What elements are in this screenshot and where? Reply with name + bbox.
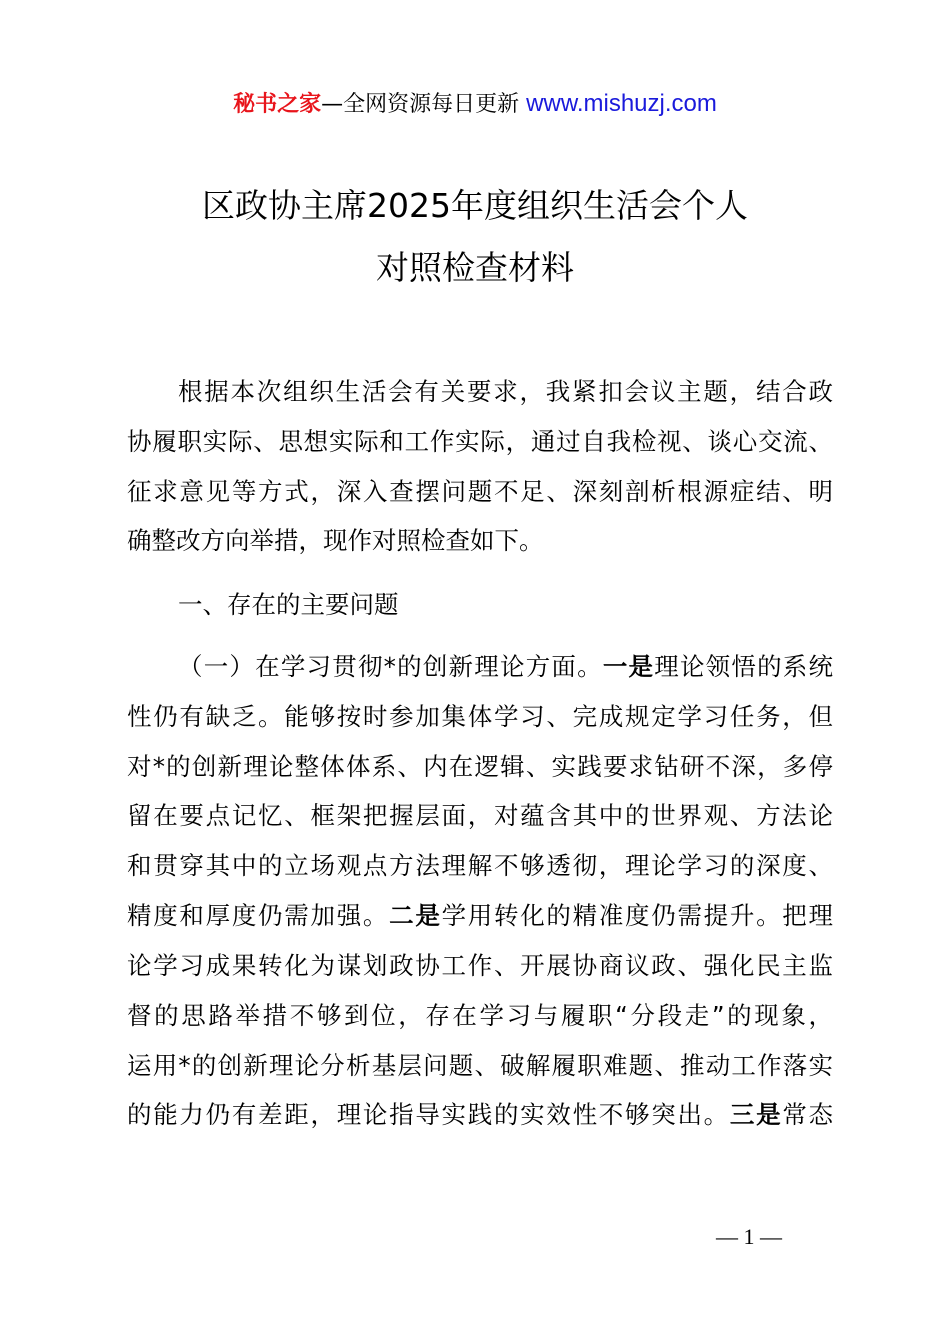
para-line: 留在要点记忆、框架把握层面，对蕴含其中的世界观、方法论 (127, 801, 833, 830)
intro-line: 征求意见等方式，深入查摆问题不足、深刻剖析根源症结、明 (127, 477, 833, 506)
para-line: 运用*的创新理论分析基层问题、破解履职难题、推动工作落实 (127, 1051, 833, 1080)
para-line: 对*的创新理论整体体系、内在逻辑、实践要求钻研不深，多停 (127, 752, 833, 781)
para-line: 论学习成果转化为谋划政协工作、开展协商议政、强化民主监 (127, 951, 833, 980)
text-run: 精度和厚度仍需加强。 (127, 901, 390, 930)
watermark-header (0, 88, 950, 121)
doc-title-line1: 区政协主席2025年度组织生活会个人 (202, 186, 748, 225)
section-heading: 一、存在的主要问题 (178, 590, 399, 619)
para-line (178, 651, 833, 683)
intro-line: 确整改方向举措，现作对照检查如下。 (127, 526, 544, 555)
text-run: 学用转化的精准度仍需提升。把理 (441, 901, 834, 930)
para-line: 和贯穿其中的立场观点方法理解不够透彻，理论学习的深度、 (127, 851, 833, 880)
text-run: 常态 (782, 1100, 834, 1129)
para-line (127, 900, 833, 932)
bold-marker: 二是 (389, 901, 442, 930)
page-number: — 1 — (716, 1224, 782, 1249)
brand-name: 秘书之家 (233, 92, 322, 117)
intro-line: 根据本次组织生活会有关要求，我紧扣会议主题，结合政 (178, 377, 833, 406)
bold-marker: 三是 (729, 1100, 783, 1129)
header-url[interactable]: www.mishuzj.com (526, 90, 717, 117)
header-tagline: —全网资源每日更新 (321, 92, 527, 117)
intro-line: 协履职实际、思想实际和工作实际，通过自我检视、谈心交流、 (127, 427, 833, 456)
para-line (127, 1099, 833, 1131)
text-run: 的能力仍有差距，理论指导实践的实效性不够突出。 (127, 1100, 730, 1129)
text-run: 理论领悟的系统 (654, 652, 834, 681)
bold-marker: 一是 (602, 652, 655, 681)
doc-title-line2: 对照检查材料 (376, 248, 574, 287)
para-line: 性仍有缺乏。能够按时参加集体学习、完成规定学习任务，但 (127, 702, 833, 731)
subheading: （一）在学习贯彻*的创新理论方面。 (178, 652, 603, 681)
para-line: 督的思路举措不够到位，存在学习与履职“分段走”的现象， (127, 1001, 833, 1030)
